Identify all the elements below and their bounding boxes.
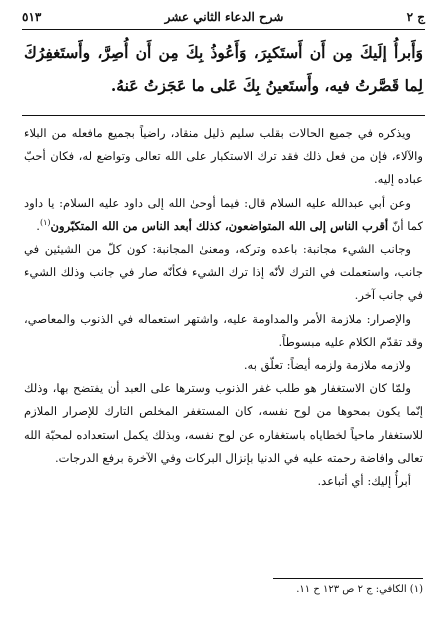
footnote-reference: (١) [39, 217, 51, 227]
paragraph: ولمّا كان الاستغفار هو طلب غفر الذنوب وسترها على العبد أن يفتضح بها، وذلك إنّما يكون بمحوها من لوح نفسه، كان المستغفر المخلص التارك للإصرار الملازم للاستغفار ماحياً لخطاياه باستغفاره عن لوح نفسه، وبذلك يكمل استعداده لمحبّة الله تعالى وافاضة رحمته عليه في الدنيا بإنزال البركات وفي الآخرة برفع الدرجات. [24, 381, 423, 465]
commentary-body [24, 122, 423, 493]
supplication-verse: وَأَبرأُ إلَيكَ مِن أَن أَستَكبِرَ، وَأَعُوذُ بِكَ مِن أَن أُصِرَّ، وأَستَغفِرُكَ لِما قَصَّرتُ فيه، وأَستَعينُ بِكَ عَلى ما عَجَزتُ عَنهُ. [24, 43, 423, 95]
paragraph: والإصرار: ملازمة الأمر والمداومة عليه، واشتهر استعماله في الذنوب والمعاصي، وقد تقدّم الكلام عليه مبسوطاً. [24, 311, 423, 349]
paragraph: وجانب الشيء مجانبة: باعده وتركه، ومعنىٰ المجانبة: كون كلّ من الشيئين في جانب، واستعملت في الترك لأنّه إذا ترك الشيء فكأنّه صار في جانب وذلك الشيء في جانب آخر. [24, 242, 423, 303]
hadith-quote: أقرب الناس إلى الله المتواضعون، كذلك أبعد الناس من الله المتكبّرون [50, 218, 389, 233]
hadith-tail: . [36, 218, 40, 233]
paragraph: ولازمه ملازمة ولزمه أيضاً: تعلّق به. [243, 358, 411, 373]
verse-rule [22, 115, 425, 116]
volume-number: ج ٢ [406, 10, 425, 24]
hadith-lead: وعن أبي عبدالله عليه السلام قال: فيما أوحىٰ الله إلى داود عليه السلام: يا داود كما أنّ [24, 195, 423, 233]
running-header [22, 6, 425, 28]
footnote: (١) الكافي: ج ٢ ص ١٢٣ ح ١١. [296, 584, 423, 595]
page-number: ٥١٣ [22, 10, 42, 24]
chapter-title: شرح الدعاء الثاني عشر [164, 10, 284, 24]
footnote-rule [273, 578, 423, 579]
paragraph: ويذكره في جميع الحالات بقلب سليم ذليل منقاد، راضياً بجميع مافعله من البلاء والآلاء، فإن من فعل ذلك فقد ترك الاستكبار على الله تعالى وتواضع له، فكان أحبّ عباده إليه. [24, 126, 423, 187]
header-rule [22, 29, 425, 30]
paragraph [24, 192, 423, 238]
paragraph: أبرأُ إليك: أي أتباعد. [317, 474, 411, 489]
